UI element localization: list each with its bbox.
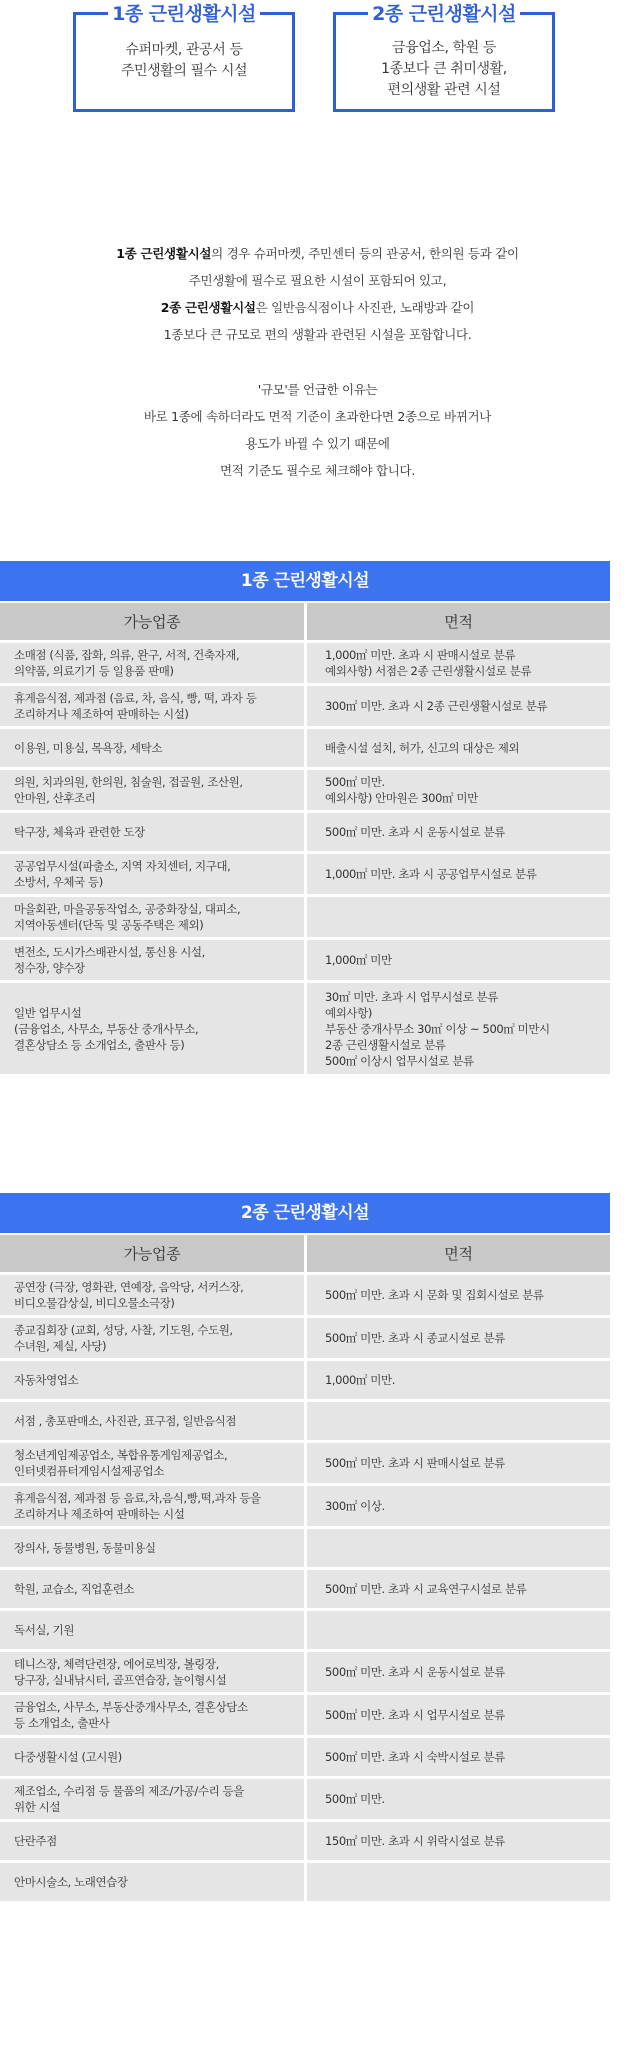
intro-span: 의 경우 슈퍼마켓, 주민센터 등의 관공서, 한의원 등과 같이 xyxy=(211,246,519,261)
cell-line: 500㎡ 미만. 초과 시 종교시설로 분류 xyxy=(325,1331,505,1345)
business-cell xyxy=(0,1275,304,1318)
table-row xyxy=(0,1402,610,1443)
table-row xyxy=(0,1318,610,1361)
cell-line: 수녀원, 제실, 사당) xyxy=(14,1339,107,1353)
area-cell xyxy=(304,686,610,729)
cell-line: 금융업소, 사무소, 부동산중개사무소, 결혼상담소 xyxy=(14,1700,248,1714)
cell-line: 위한 시설 xyxy=(14,1800,61,1814)
intro-line xyxy=(0,240,635,267)
area-cell xyxy=(304,729,610,770)
area-cell xyxy=(304,643,610,686)
table-row xyxy=(0,940,610,983)
cell-line: 500㎡ 미만. 초과 시 운동시설로 분류 xyxy=(325,825,505,839)
cell-line: 비디오물감상실, 비디오물소극장) xyxy=(14,1296,175,1310)
table-row xyxy=(0,1529,610,1570)
cell-line: 소매점 (식품, 잡화, 의류, 완구, 서적, 건축자재, xyxy=(14,648,240,662)
business-cell xyxy=(0,643,304,686)
area-cell xyxy=(304,1738,610,1779)
cell-line: 청소년게임제공업소, 복합유통게임제공업소, xyxy=(14,1448,228,1462)
table-body xyxy=(0,643,610,1077)
cell-line: 자동차영업소 xyxy=(14,1373,79,1387)
section-type2 xyxy=(0,1193,610,1904)
cell-line: 500㎡ 미만. xyxy=(325,775,385,789)
intro-text xyxy=(0,240,635,484)
intro-line: 1종보다 큰 규모로 편의 생활과 관련된 시설을 포함합니다. xyxy=(163,327,472,342)
cell-line: 탁구장, 체육과 관련한 도장 xyxy=(14,825,145,839)
cell-line: (금융업소, 사무소, 부동산 중개사무소, xyxy=(14,1021,199,1036)
cell-line: 부동산 중개사무소 30㎡ 이상 ~ 500㎡ 미만시 xyxy=(325,1021,550,1036)
cell-line: 배출시설 설치, 허가, 신고의 대상은 제외 xyxy=(325,741,520,755)
box-desc-line: 슈퍼마켓, 관공서 등 xyxy=(125,42,243,58)
table-row xyxy=(0,1738,610,1779)
table-row xyxy=(0,897,610,940)
area-cell xyxy=(304,1695,610,1738)
area-cell xyxy=(304,897,610,940)
cell-line: 휴게음식점, 제과점 등 음료,차,음식,빵,떡,과자 등을 xyxy=(14,1491,261,1505)
cell-line: 예외사항) xyxy=(325,1005,372,1020)
area-cell xyxy=(304,813,610,854)
cell-line: 일반 업무시설 xyxy=(14,1005,82,1020)
cell-line: 1,000㎡ 미만. 초과 시 공공업무시설로 분류 xyxy=(325,867,537,881)
cell-line: 1,000㎡ 미만. 초과 시 판매시설로 분류 xyxy=(325,648,516,662)
business-cell xyxy=(0,1402,304,1443)
box-desc-line: 1종보다 큰 취미생활, xyxy=(381,61,507,77)
cell-line: 이용원, 미용실, 목욕장, 세탁소 xyxy=(14,741,163,755)
intro-line: 주민생활에 필수로 필요한 시설이 포함되어 있고, xyxy=(188,273,447,288)
box-desc-line: 주민생활의 필수 시설 xyxy=(120,63,248,79)
area-cell xyxy=(304,1318,610,1361)
area-cell xyxy=(304,1822,610,1863)
cell-line: 공공업무시설(파출소, 지역 자치센터, 지구대, xyxy=(14,859,231,873)
header-area: 면적 xyxy=(304,603,610,643)
table-body xyxy=(0,1275,610,1904)
area-cell xyxy=(304,854,610,897)
cell-line: 500㎡ 미만. 초과 시 교육연구시설로 분류 xyxy=(325,1582,527,1596)
business-cell xyxy=(0,1361,304,1402)
section-title: 1종 근린생활시설 xyxy=(0,561,610,601)
table-header-row xyxy=(0,603,610,643)
table-row xyxy=(0,1361,610,1402)
cell-line: 500㎡ 이상시 업무시설로 분류 xyxy=(325,1053,474,1068)
cell-line: 2종 근린생활시설로 분류 xyxy=(325,1037,446,1052)
business-cell xyxy=(0,1652,304,1695)
cell-line: 서점 , 총포판매소, 사진관, 표구점, 일반음식점 xyxy=(14,1414,237,1428)
area-cell xyxy=(304,1529,610,1570)
business-cell xyxy=(0,1738,304,1779)
area-cell xyxy=(304,1570,610,1611)
category-box-1 xyxy=(73,3,295,112)
table-row xyxy=(0,1486,610,1529)
cell-line: 의원, 치과의원, 한의원, 침술원, 접골원, 조산원, xyxy=(14,775,243,789)
box-title: 2종 근린생활시설 xyxy=(372,3,516,25)
intro-line: 면적 기준도 필수로 체크해야 합니다. xyxy=(220,463,415,478)
cell-line: 300㎡ 미만. 초과 시 2종 근린생활시설로 분류 xyxy=(325,699,548,713)
header-area: 면적 xyxy=(304,1235,610,1275)
business-cell xyxy=(0,1318,304,1361)
area-cell xyxy=(304,1779,610,1822)
cell-line: 테니스장, 체력단련장, 에어로빅장, 볼링장, xyxy=(14,1657,219,1671)
cell-line: 종교집회장 (교회, 성당, 사찰, 기도원, 수도원, xyxy=(14,1323,233,1337)
cell-line: 1,000㎡ 미만 xyxy=(325,953,392,967)
cell-line: 안마원, 산후조리 xyxy=(14,791,96,805)
area-cell xyxy=(304,983,610,1077)
business-cell xyxy=(0,897,304,940)
table-row xyxy=(0,1822,610,1863)
cell-line: 독서실, 기원 xyxy=(14,1623,75,1637)
cell-line: 인터넷컴퓨터게임시설제공업소 xyxy=(14,1464,164,1478)
area-cell xyxy=(304,1443,610,1486)
business-cell xyxy=(0,686,304,729)
cell-line: 변전소, 도시가스배관시설, 통신용 시설, xyxy=(14,945,205,959)
table-row xyxy=(0,1443,610,1486)
intro-line xyxy=(0,294,635,321)
area-cell xyxy=(304,1275,610,1318)
cell-line: 예외사항) 안마원은 300㎡ 미만 xyxy=(325,791,478,805)
intro-bold: 2종 근린생활시설 xyxy=(160,300,256,315)
facility-table xyxy=(0,603,610,1077)
business-cell xyxy=(0,1529,304,1570)
table-row xyxy=(0,1570,610,1611)
business-cell xyxy=(0,813,304,854)
cell-line: 500㎡ 미만. 초과 시 판매시설로 분류 xyxy=(325,1456,505,1470)
cell-line: 정수장, 양수장 xyxy=(14,961,85,975)
box-desc-line: 편의생활 관련 시설 xyxy=(387,82,501,98)
area-cell xyxy=(304,1402,610,1443)
business-cell xyxy=(0,1863,304,1904)
business-cell xyxy=(0,1486,304,1529)
table-row xyxy=(0,729,610,770)
cell-line: 안마시술소, 노래연습장 xyxy=(14,1875,128,1889)
cell-line: 공연장 (극장, 영화관, 연예장, 음악당, 서커스장, xyxy=(14,1280,244,1294)
section-title: 2종 근린생활시설 xyxy=(0,1193,610,1233)
cell-line: 소방서, 우체국 등) xyxy=(14,875,103,889)
business-cell xyxy=(0,1570,304,1611)
cell-line: 마을회관, 마을공동작업소, 공중화장실, 대피소, xyxy=(14,902,241,916)
table-row xyxy=(0,686,610,729)
cell-line: 지역아동센터(단독 및 공동주택은 제외) xyxy=(14,918,204,932)
cell-line: 300㎡ 이상. xyxy=(325,1499,385,1513)
business-cell xyxy=(0,1443,304,1486)
business-cell xyxy=(0,1695,304,1738)
box-desc-line: 금융업소, 학원 등 xyxy=(391,40,497,56)
cell-line: 조리하거나 제조하여 판매하는 시설 xyxy=(14,1507,185,1521)
business-cell xyxy=(0,1611,304,1652)
business-cell xyxy=(0,983,304,1077)
cell-line: 예외사항) 서점은 2종 근린생활시설로 분류 xyxy=(325,664,532,678)
cell-line: 결혼상담소 등 소개업소, 출판사 등) xyxy=(14,1037,185,1052)
table-row xyxy=(0,1779,610,1822)
cell-line: 등 소개업소, 출판사 xyxy=(14,1716,110,1730)
table-row xyxy=(0,1695,610,1738)
cell-line: 휴게음식점, 제과점 (음료, 차, 음식, 빵, 떡, 과자 등 xyxy=(14,691,257,705)
business-cell xyxy=(0,729,304,770)
category-boxes xyxy=(0,0,635,120)
cell-line: 단란주점 xyxy=(14,1834,57,1848)
cell-line: 1,000㎡ 미만. xyxy=(325,1373,395,1387)
table-row xyxy=(0,813,610,854)
header-business: 가능업종 xyxy=(0,1235,304,1275)
intro-line: '규모'를 언급한 이유는 xyxy=(257,382,378,397)
cell-line: 500㎡ 미만. xyxy=(325,1792,385,1806)
box-description xyxy=(336,38,552,101)
area-cell xyxy=(304,1611,610,1652)
box-title: 1종 근린생활시설 xyxy=(112,3,256,25)
cell-line: 150㎡ 미만. 초과 시 위락시설로 분류 xyxy=(325,1834,505,1848)
cell-line: 500㎡ 미만. 초과 시 운동시설로 분류 xyxy=(325,1665,505,1679)
cell-line: 500㎡ 미만. 초과 시 문화 및 집회시설로 분류 xyxy=(325,1288,544,1302)
business-cell xyxy=(0,940,304,983)
intro-span: 은 일반음식점이나 사진관, 노래방과 같이 xyxy=(255,300,475,315)
table-row xyxy=(0,854,610,897)
business-cell xyxy=(0,770,304,813)
table-row xyxy=(0,770,610,813)
table-row xyxy=(0,1275,610,1318)
cell-line: 의약품, 의료기기 등 일용품 판매) xyxy=(14,664,174,678)
business-cell xyxy=(0,854,304,897)
table-row xyxy=(0,1652,610,1695)
table-row xyxy=(0,1863,610,1904)
cell-line: 조리하거나 제조하여 판매하는 시설) xyxy=(14,707,189,721)
table-row xyxy=(0,983,610,1077)
facility-table xyxy=(0,1235,610,1904)
cell-line: 500㎡ 미만. 초과 시 업무시설로 분류 xyxy=(325,1708,505,1722)
area-cell xyxy=(304,770,610,813)
cell-line: 장의사, 동물병원, 동물미용실 xyxy=(14,1541,156,1555)
category-box-2 xyxy=(333,3,555,112)
intro-line: 바로 1종에 속하더라도 면적 기준이 초과한다면 2종으로 바뀌거나 xyxy=(143,409,492,424)
intro-bold: 1종 근린생활시설 xyxy=(116,246,212,261)
header-business: 가능업종 xyxy=(0,603,304,643)
intro-line: 용도가 바뀔 수 있기 때문에 xyxy=(245,436,390,451)
section-type1 xyxy=(0,561,610,1077)
area-cell xyxy=(304,940,610,983)
business-cell xyxy=(0,1822,304,1863)
box-description xyxy=(76,40,292,82)
cell-line: 500㎡ 미만. 초과 시 숙박시설로 분류 xyxy=(325,1750,505,1764)
area-cell xyxy=(304,1486,610,1529)
business-cell xyxy=(0,1779,304,1822)
cell-line: 당구장, 실내낚시터, 골프연습장, 놀이형시설 xyxy=(14,1673,227,1687)
cell-line: 30㎡ 미만. 초과 시 업무시설로 분류 xyxy=(325,989,498,1004)
area-cell xyxy=(304,1361,610,1402)
table-header-row xyxy=(0,1235,610,1275)
cell-line: 제조업소, 수리점 등 물품의 제조/가공/수리 등을 xyxy=(14,1784,244,1798)
table-row xyxy=(0,643,610,686)
area-cell xyxy=(304,1863,610,1904)
cell-line: 다중생활시설 (고시원) xyxy=(14,1750,122,1764)
area-cell xyxy=(304,1652,610,1695)
cell-line: 학원, 교습소, 직업훈련소 xyxy=(14,1582,135,1596)
table-row xyxy=(0,1611,610,1652)
